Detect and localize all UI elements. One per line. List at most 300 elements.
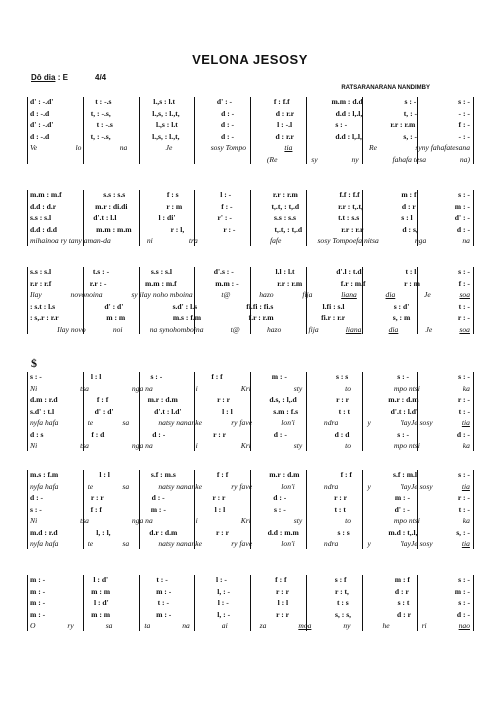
- note-cell: f.r : r.m: [248, 313, 274, 322]
- note-cell: l : l: [222, 406, 233, 416]
- note-line: [30, 267, 470, 279]
- lyric-line: [30, 482, 470, 494]
- note-cell: d' : d': [94, 406, 114, 416]
- note-cell: m.m : m.f: [145, 278, 177, 288]
- lyric-line: [30, 516, 470, 528]
- note-cell: t.t : s.s: [338, 213, 360, 222]
- note-cell: d' : -.d': [30, 97, 54, 106]
- note-line: [30, 575, 470, 587]
- score-system: [27, 372, 473, 453]
- lyric-line: [30, 441, 470, 453]
- lyric-syllable: novonoina: [70, 290, 103, 299]
- note-cell: d' : -.d': [30, 120, 54, 129]
- note-cell: r.r : r.m: [390, 120, 416, 129]
- lyric-syllable: te: [87, 481, 94, 491]
- note-cell: m.r : d.m: [147, 395, 178, 404]
- note-line: [30, 225, 470, 237]
- note-cell: l : -: [217, 598, 229, 607]
- note-cell: d'.t : l.d': [390, 406, 419, 416]
- note-cell: s : -: [150, 372, 163, 381]
- lyric-syllable: mpo ntsi: [393, 441, 420, 450]
- lyric-syllable: i: [195, 383, 198, 393]
- note-line: [30, 109, 470, 121]
- note-cell: d : r: [394, 586, 409, 596]
- lyric-syllable: tia: [461, 418, 470, 427]
- note-line: [30, 313, 470, 325]
- note-cell: d' : -: [394, 504, 410, 514]
- lyric-syllable: ny: [351, 154, 359, 164]
- note-cell: m : -: [30, 598, 46, 607]
- lyric-syllable: syny fahafatesana: [415, 143, 470, 152]
- note-cell: t : s: [336, 598, 349, 607]
- note-cell: fi.r : r.r: [321, 313, 346, 322]
- lyric-syllable: lon'i: [281, 539, 295, 548]
- note-cell: m.m : m.m: [96, 224, 132, 234]
- lyric-syllable: mpo ntsi: [393, 516, 420, 525]
- note-cell: r.r : r.r: [341, 224, 364, 234]
- lyric-syllable: 'layJe sosy: [400, 418, 433, 427]
- note-cell: d : -: [456, 224, 470, 234]
- lyric-syllable: Je: [423, 290, 431, 299]
- note-cell: s, : -: [403, 131, 418, 141]
- note-cell: m : m: [91, 609, 111, 619]
- note-cell: d : -: [221, 108, 235, 118]
- score-system: [27, 267, 473, 336]
- note-line: [30, 213, 470, 225]
- note-cell: r : -: [457, 395, 470, 404]
- lyric-syllable: na synohomboina: [149, 324, 204, 334]
- note-cell: l.,s, : l.,t,: [152, 108, 180, 118]
- lyric-line: [30, 143, 470, 155]
- note-cell: s : -: [458, 97, 470, 106]
- lyric-syllable: nga na: [131, 383, 153, 393]
- note-cell: s : -: [30, 372, 42, 381]
- note-cell: t, : -.s,: [90, 108, 111, 118]
- lyric-syllable: i: [195, 516, 198, 525]
- note-cell: s : l: [401, 213, 413, 222]
- lyric-syllable: to: [345, 441, 352, 450]
- note-cell: d : -: [273, 429, 287, 439]
- lyric-syllable: nga na: [131, 516, 153, 525]
- note-cell: d' : d': [104, 301, 124, 311]
- note-cell: t : -: [458, 301, 470, 311]
- note-cell: f : -: [221, 201, 233, 211]
- lyric-syllable: tia: [461, 539, 470, 548]
- note-cell: f : f: [340, 470, 352, 479]
- note-cell: t : -: [157, 598, 169, 607]
- note-cell: d'.l : t.d': [336, 267, 364, 276]
- note-cell: s : -: [397, 429, 410, 439]
- lyric-syllable: i: [195, 441, 198, 450]
- lyric-syllable: nao: [458, 621, 470, 630]
- lyric-line: [30, 325, 470, 337]
- lyric-syllable: te: [87, 418, 94, 427]
- note-cell: s, : m: [392, 313, 411, 322]
- note-cell: l.,s : l.t: [156, 120, 178, 129]
- note-cell: d : d: [334, 429, 350, 439]
- lyric-syllable: tra: [188, 236, 198, 245]
- lyric-syllable: lo: [75, 143, 82, 152]
- note-cell: f : -: [458, 120, 470, 129]
- note-cell: t,.t, : t,.d: [274, 224, 303, 234]
- lyric-syllable: hazo: [259, 290, 274, 299]
- note-cell: r : m: [404, 278, 420, 288]
- note-cell: t : t: [334, 504, 346, 514]
- note-cell: s.d' : l.s: [172, 301, 198, 311]
- lyric-syllable: lon'i: [281, 481, 295, 491]
- note-line: [30, 120, 470, 132]
- composer-name: RATSARANARANA NANDIMBY: [341, 85, 430, 91]
- note-cell: s : -: [335, 120, 348, 129]
- lyric-syllable: nga na: [131, 441, 153, 450]
- note-line: [30, 493, 470, 505]
- lyric-syllable: ry fave: [231, 481, 253, 491]
- lyric-syllable: y: [367, 481, 371, 491]
- note-cell: s : s: [335, 372, 349, 381]
- note-line: [30, 97, 470, 109]
- note-cell: d : -: [273, 493, 287, 502]
- note-cell: s : f: [334, 575, 347, 584]
- lyric-syllable: ry fave: [231, 539, 253, 548]
- note-cell: t : -: [156, 575, 168, 584]
- note-line: [30, 132, 470, 144]
- lyric-syllable: Ni: [30, 441, 38, 450]
- note-cell: l : d': [93, 575, 109, 584]
- note-cell: t : -: [458, 504, 470, 514]
- note-cell: f : f: [96, 395, 109, 404]
- lyric-syllable: sty: [293, 516, 303, 525]
- note-cell: d'.t : l.d': [154, 406, 182, 416]
- segno-sign: $: [31, 356, 37, 370]
- note-cell: d : s: [30, 429, 44, 439]
- note-cell: f : d: [91, 429, 105, 439]
- note-cell: l : l: [277, 598, 289, 607]
- note-cell: m : m: [91, 586, 111, 596]
- lyric-syllable: mihainoa ry tany aman-da: [30, 236, 111, 245]
- lyric-line: [30, 236, 470, 248]
- note-cell: r : r: [336, 395, 349, 404]
- note-cell: d : r: [401, 201, 416, 211]
- note-cell: f : f: [211, 372, 223, 381]
- barline: [473, 372, 474, 451]
- lyric-syllable: sty: [293, 441, 303, 450]
- note-cell: s.f : m.l: [393, 470, 418, 479]
- key-signature: [31, 73, 68, 82]
- note-cell: m : -: [454, 201, 470, 211]
- note-cell: s.s : s.l: [150, 267, 172, 276]
- lyric-syllable: Kri: [240, 383, 251, 393]
- note-cell: l : di': [158, 213, 176, 222]
- note-cell: s : -: [458, 372, 470, 381]
- note-cell: m : -: [454, 586, 470, 596]
- score-system: [27, 190, 473, 248]
- lyric-syllable: sa: [122, 418, 130, 427]
- note-cell: m.s : f.m: [30, 470, 59, 479]
- note-cell: l : -.l: [277, 120, 293, 129]
- lyric-syllable: Je: [165, 143, 173, 152]
- note-cell: r : r: [216, 527, 229, 537]
- lyric-syllable: ni: [146, 236, 153, 245]
- lyric-syllable: ndra: [323, 418, 339, 427]
- lyric-syllable: Ilay: [30, 290, 42, 299]
- note-line: [30, 598, 470, 610]
- note-cell: d'.s : -: [213, 267, 234, 276]
- note-cell: t : t: [338, 406, 351, 416]
- note-cell: r : r: [213, 429, 226, 439]
- note-cell: r : r: [217, 395, 231, 404]
- lyric-syllable: fija: [302, 290, 313, 299]
- note-cell: d : -: [220, 120, 234, 129]
- lyric-syllable: (Re: [266, 154, 278, 164]
- note-cell: l.,s, : l.,t,: [152, 131, 180, 141]
- note-cell: m.s : f.m: [172, 313, 202, 322]
- lyric-syllable: y: [367, 539, 371, 548]
- note-cell: s.s : s.l: [30, 267, 52, 276]
- note-line: [30, 202, 470, 214]
- note-cell: m : -: [30, 609, 46, 619]
- note-cell: s : -: [458, 575, 470, 584]
- lyric-syllable: dia: [388, 324, 399, 334]
- lyric-syllable: t@: [230, 324, 240, 334]
- note-cell: d : r.r: [275, 108, 295, 118]
- note-cell: r : r: [334, 493, 348, 502]
- note-cell: d.s, : l,.d: [269, 395, 297, 404]
- note-cell: t, : -: [403, 108, 418, 118]
- lyric-syllable: nyfa hafa: [30, 539, 59, 548]
- lyric-line: [30, 290, 470, 302]
- lyric-syllable: hazo: [266, 324, 282, 334]
- lyric-syllable: y: [367, 418, 371, 427]
- note-cell: s : -: [30, 504, 42, 514]
- time-signature: 4/4: [95, 73, 107, 82]
- note-line: [30, 610, 470, 622]
- note-cell: f : -: [458, 278, 470, 288]
- note-cell: m : -: [30, 586, 46, 596]
- note-cell: f.r : m.f: [340, 278, 366, 288]
- note-cell: d.d : m.m: [267, 527, 299, 537]
- lyric-syllable: te: [87, 539, 94, 548]
- barline: [27, 575, 28, 631]
- note-cell: d : -: [30, 493, 44, 502]
- lyric-syllable: to: [345, 516, 352, 525]
- note-line: [30, 190, 470, 202]
- note-cell: : s.t : l.s: [30, 301, 56, 311]
- note-cell: t : -: [458, 406, 470, 416]
- lyric-syllable: fahafa tesa: [392, 154, 427, 164]
- note-line: [30, 372, 470, 384]
- barline: [27, 372, 28, 451]
- barline: [473, 575, 474, 631]
- note-cell: l : l: [214, 504, 226, 514]
- note-cell: f : f.f: [273, 97, 290, 106]
- lyric-syllable: ka: [462, 441, 470, 450]
- note-cell: s : -: [397, 372, 410, 381]
- note-cell: d.d : d.d: [30, 224, 58, 234]
- note-cell: s : -: [458, 267, 470, 276]
- note-line: [30, 505, 470, 517]
- lyric-syllable: ka: [462, 383, 470, 393]
- note-cell: r : r: [90, 493, 104, 502]
- note-cell: t : -.s: [95, 97, 112, 106]
- lyric-syllable: ka: [462, 516, 470, 525]
- lyric-syllable: sa: [122, 539, 130, 548]
- note-cell: l.fi : s.l: [322, 301, 345, 311]
- note-line: [30, 528, 470, 540]
- note-cell: fi.fi : fi.s: [246, 301, 274, 311]
- note-cell: m.m : d.d: [331, 97, 363, 106]
- lyric-syllable: tia: [461, 481, 470, 491]
- lyric-syllable: sy ilay noho mboina: [131, 290, 193, 299]
- note-cell: - : -: [458, 108, 470, 118]
- lyric-syllable: ndra: [323, 539, 339, 548]
- note-line: [30, 430, 470, 442]
- note-cell: l.,s : l.t: [153, 97, 176, 106]
- lyric-syllable: dia: [385, 290, 396, 299]
- barline: [27, 267, 28, 334]
- lyric-syllable: sa: [105, 621, 113, 630]
- lyric-syllable: noi: [112, 324, 123, 334]
- note-cell: s, : s,: [335, 609, 352, 619]
- note-cell: l, : -: [217, 609, 231, 619]
- lyric-syllable: liana: [345, 324, 362, 334]
- note-cell: m : f: [401, 190, 417, 199]
- barline: [473, 470, 474, 549]
- note-cell: f : s: [166, 190, 179, 199]
- note-cell: s : -: [458, 190, 470, 199]
- note-cell: d.d : l,.l,: [335, 131, 362, 141]
- note-cell: l : l: [90, 372, 102, 381]
- note-cell: s : t: [397, 598, 410, 607]
- note-cell: r.r : -: [89, 278, 107, 288]
- note-cell: l, : -: [217, 586, 231, 596]
- lyric-syllable: Ilay novo: [57, 324, 86, 334]
- note-cell: m.d : r.d: [30, 527, 58, 537]
- barline: [473, 97, 474, 164]
- lyric-syllable: to: [345, 383, 352, 393]
- lyric-line: [30, 384, 470, 396]
- note-cell: l : d': [94, 598, 109, 607]
- lyric-line: [30, 539, 470, 551]
- lyric-syllable: fafe: [269, 236, 282, 245]
- lyric-syllable: na: [462, 236, 470, 245]
- note-cell: m.m : m.f: [30, 190, 62, 199]
- note-cell: m : m: [106, 313, 126, 322]
- lyric-syllable: ry: [67, 621, 74, 630]
- note-cell: d : -.d: [30, 131, 50, 141]
- note-cell: r : m: [166, 201, 183, 211]
- note-cell: d.d : d.r: [30, 201, 57, 211]
- lyric-syllable: natsy nananke: [158, 481, 202, 491]
- lyric-syllable: za: [259, 621, 267, 630]
- lyric-syllable: nyfa hafa: [30, 418, 59, 427]
- note-cell: s : -: [404, 97, 417, 106]
- score-system: [27, 97, 473, 166]
- key-label: Dô dia: [31, 73, 56, 82]
- note-cell: d : -: [456, 429, 470, 439]
- note-cell: m.r : di.di: [95, 201, 128, 211]
- lyric-line: [30, 621, 470, 633]
- note-line: [30, 279, 470, 291]
- lyric-syllable: moa: [298, 621, 312, 630]
- note-cell: d.r : d.m: [149, 527, 178, 537]
- lyric-syllable: Ni: [30, 383, 38, 393]
- note-cell: d.m : r.d: [30, 395, 58, 404]
- song-title: VELONA JESOSY: [192, 52, 308, 67]
- barline: [27, 97, 28, 164]
- note-cell: d : -: [151, 493, 165, 502]
- lyric-syllable: nyfa hafa: [30, 481, 59, 491]
- note-cell: l : -: [220, 190, 232, 199]
- key-value: : E: [57, 73, 68, 82]
- note-cell: t,.t, : t,.d: [271, 201, 300, 211]
- note-cell: f : f: [216, 470, 229, 479]
- lyric-syllable: sty: [293, 383, 303, 393]
- note-cell: t, : -.s,: [90, 131, 111, 141]
- note-line: [30, 395, 470, 407]
- lyric-syllable: Kri: [240, 516, 251, 525]
- note-cell: m : -: [271, 372, 287, 381]
- lyric-syllable: na: [119, 143, 128, 152]
- note-cell: r : -: [223, 224, 236, 234]
- note-line: [30, 407, 470, 419]
- lyric-syllable: 'layJe sosy: [400, 481, 433, 491]
- lyric-syllable: ndra: [323, 481, 339, 491]
- note-cell: r : t,: [334, 586, 349, 596]
- lyric-line: [30, 155, 470, 167]
- note-cell: s.s : s.s: [103, 190, 126, 199]
- note-cell: l, : l,: [96, 527, 111, 537]
- lyric-syllable: lon'i: [281, 418, 295, 427]
- note-cell: l.l : l.t: [275, 267, 295, 276]
- note-cell: m : -: [156, 609, 172, 619]
- lyric-syllable: ny: [343, 621, 351, 630]
- note-cell: d : -: [152, 429, 166, 439]
- lyric-syllable: na): [459, 154, 470, 164]
- note-cell: r : -: [457, 493, 470, 502]
- note-cell: r.r : r.f: [30, 278, 52, 288]
- note-cell: r.r : r.m: [277, 278, 303, 288]
- lyric-syllable: tsa: [80, 516, 89, 525]
- lyric-syllable: ri: [421, 621, 427, 630]
- lyric-syllable: sa: [122, 481, 130, 491]
- note-cell: d : r.r: [275, 131, 294, 141]
- note-cell: s.f : m.s: [150, 470, 176, 479]
- lyric-syllable: sy: [311, 154, 318, 164]
- note-cell: f.f : f.f: [339, 190, 360, 199]
- note-cell: d : s,: [402, 224, 418, 234]
- note-cell: m : -: [394, 493, 411, 502]
- score-system: [27, 470, 473, 551]
- note-cell: f : f: [90, 504, 102, 514]
- lyric-syllable: 'layJe sosy: [400, 539, 433, 548]
- lyric-syllable: Ve: [30, 143, 38, 152]
- note-cell: s.d' : t.l: [30, 406, 55, 416]
- note-cell: m : -: [156, 586, 172, 596]
- lyric-syllable: tsa: [80, 441, 89, 450]
- note-cell: r.r : t,.t,: [338, 201, 363, 211]
- note-cell: s, : -: [456, 527, 470, 537]
- note-cell: r : r: [276, 609, 290, 619]
- note-cell: m.r : d.m: [388, 395, 419, 404]
- note-cell: l : l: [99, 470, 110, 479]
- lyric-syllable: nga: [414, 236, 427, 245]
- lyric-syllable: he: [382, 621, 390, 630]
- note-cell: r : l,: [170, 224, 185, 234]
- barline: [27, 470, 28, 549]
- lyric-syllable: O: [30, 621, 36, 630]
- note-cell: m.r : d.m: [269, 470, 300, 479]
- lyric-syllable: mpo ntsi: [393, 383, 420, 393]
